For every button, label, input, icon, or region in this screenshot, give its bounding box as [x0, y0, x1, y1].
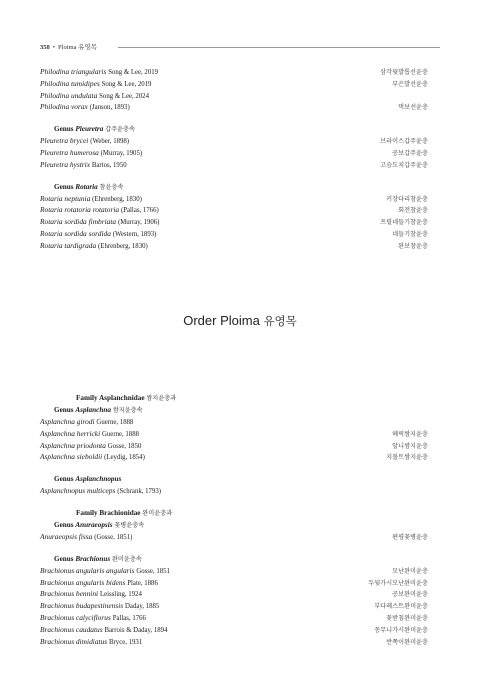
species-row — [40, 416, 428, 428]
korean-name: 지볼트쌈지윤충 — [386, 454, 428, 462]
species-row — [40, 485, 428, 497]
family-korean: 쌈지윤충과 — [146, 395, 177, 402]
species-row — [40, 451, 428, 463]
species-row — [40, 588, 428, 600]
korean-name: 먹보선윤충 — [398, 104, 428, 112]
family-name: Asplanchnidae — [98, 394, 145, 402]
family-prefix: Family — [76, 394, 98, 402]
species-name: Rotaria tardigrada — [40, 240, 97, 250]
species-row — [40, 147, 428, 159]
species-name: Pleuretra brycei — [40, 136, 89, 146]
species-entry — [40, 240, 148, 253]
species-row — [40, 600, 428, 612]
species-name: Asplanchna girodi — [40, 417, 95, 426]
species-author: Bryce, 1931 — [109, 638, 143, 646]
species-author: (Murray, 1906) — [117, 219, 160, 227]
genus-korean: 갑주윤충속 — [105, 126, 136, 134]
genus-heading — [40, 404, 428, 416]
genus-heading — [40, 123, 428, 135]
species-author: (Murray, 1905) — [100, 149, 143, 157]
genus-prefix: Genus — [54, 182, 74, 191]
species-row — [40, 636, 428, 648]
species-row — [40, 240, 428, 252]
species-row — [40, 565, 428, 577]
order-heading — [0, 313, 480, 329]
order-title: Order Ploima — [183, 313, 260, 328]
species-author: Leissling, 1924 — [99, 591, 142, 599]
species-row — [40, 90, 428, 102]
species-row — [40, 624, 428, 636]
genus-name: Asplanchnopus — [75, 475, 122, 484]
genus-name: Asplanchna — [75, 406, 111, 414]
species-author: Song & Lee, 2019 — [101, 80, 152, 88]
order-korean: 유영목 — [263, 314, 297, 328]
species-name: Asplanchnopus multiceps — [40, 486, 116, 496]
species-row — [40, 101, 428, 113]
species-author: Gosse, 1850 — [107, 442, 142, 450]
species-name: Pleuretra hystrix — [40, 159, 91, 169]
species-entry — [40, 485, 161, 498]
species-author: (Western, 1893) — [112, 230, 157, 238]
species-author: Plate, 1886 — [127, 579, 158, 587]
korean-name: 네들기참윤충 — [392, 230, 428, 238]
korean-name: 브라이스갑주윤충 — [380, 138, 428, 146]
genus-korean: 쌈지윤충속 — [112, 407, 143, 414]
species-author: Pallas, 1766 — [112, 614, 146, 622]
header-bullet: • — [52, 44, 56, 51]
genus-heading — [40, 473, 428, 485]
genus-korean: 참윤충속 — [99, 183, 124, 191]
species-author: Guerne, 1888 — [102, 430, 139, 438]
species-entry — [40, 636, 142, 649]
korean-name: 부은발선윤충 — [392, 80, 428, 88]
species-name: Philodina tumidipes — [40, 78, 100, 88]
korean-name: 편평꽃병윤충 — [392, 533, 428, 541]
header-rule — [118, 47, 440, 48]
species-row — [40, 612, 428, 624]
species-author: Guerne, 1888 — [96, 419, 134, 426]
species-row — [40, 204, 428, 216]
korean-name: 반쪽이완미윤충 — [386, 638, 428, 646]
species-entry — [40, 101, 130, 114]
species-name: Brachionus dimidiatus — [40, 636, 108, 646]
species-author: Daday, 1885 — [125, 603, 160, 611]
species-author: Song & Lee, 2019 — [108, 69, 159, 76]
spacer — [40, 497, 428, 507]
genus-name: Brachionus — [75, 554, 111, 563]
species-name: Philodina undulata — [40, 90, 98, 100]
korean-name: 부다페스트완미윤충 — [374, 603, 428, 611]
genus-heading — [40, 181, 428, 193]
species-name: Brachionus caudatus — [40, 624, 103, 634]
species-name: Asplanchna herricki — [40, 428, 101, 438]
species-name: Brachionus angularis bidens — [40, 577, 126, 587]
korean-name: 회전참윤충 — [398, 207, 428, 215]
species-author: Gosse, 1851 — [136, 567, 170, 575]
species-row — [40, 531, 428, 543]
species-author: (Schrank, 1793) — [117, 488, 161, 496]
running-title: Ploima 유영목 — [58, 44, 97, 51]
species-author: (Weber, 1898) — [90, 138, 130, 146]
species-name: Rotaria sordida fimbriata — [40, 217, 117, 227]
korean-name: 두뒷가시모난완미윤충 — [368, 579, 428, 587]
spacer — [40, 113, 428, 123]
species-row — [40, 440, 428, 452]
species-name: Pleuretra humerosa — [40, 147, 99, 157]
korean-name: 프릴네들기참윤충 — [380, 219, 428, 227]
species-entry — [40, 159, 127, 172]
species-row — [40, 193, 428, 205]
page-header — [40, 42, 440, 52]
species-author: Song & Lee, 2024 — [99, 92, 149, 100]
korean-name: 헤릭쌈지윤충 — [392, 430, 428, 438]
korean-name: 완보참윤충 — [398, 242, 428, 250]
genus-prefix: Genus — [54, 475, 74, 484]
genus-prefix: Genus — [54, 406, 74, 414]
species-author: (Ehrenberg, 1830) — [98, 242, 148, 250]
species-name: Anuraeopsis fissa — [40, 531, 93, 541]
korean-name: 공보완미윤충 — [392, 591, 428, 599]
species-author: (Janson, 1893) — [89, 104, 130, 112]
spacer — [40, 543, 428, 553]
genus-heading — [40, 553, 428, 565]
species-author: (Pallas, 1766) — [120, 207, 159, 215]
species-row — [40, 428, 428, 440]
species-name: Asplanchna sieboldii — [40, 452, 103, 462]
species-name: Brachionus angularis angularis — [40, 565, 135, 575]
spacer — [40, 463, 428, 473]
species-author: (Ehrenberg, 1830) — [92, 195, 142, 203]
genus-name: Rotaria — [75, 182, 98, 191]
korean-name: 꽁무니가시완미윤충 — [374, 626, 428, 634]
species-name: Philodina vorax — [40, 102, 88, 112]
species-name: Brachionus bennini — [40, 589, 99, 599]
species-name: Philodina triangularis — [40, 67, 107, 76]
species-row — [40, 228, 428, 240]
species-row — [40, 216, 428, 228]
korean-name: 고슴도치갑주윤충 — [380, 161, 428, 169]
genus-prefix: Genus — [54, 554, 74, 563]
family-heading — [40, 507, 428, 519]
species-author: (Leydig, 1854) — [104, 454, 145, 462]
spacer — [40, 171, 428, 181]
species-author: Bartos, 1950 — [91, 161, 127, 169]
species-author: Barrois & Daday, 1894 — [104, 626, 168, 634]
genus-name: Anuraeopsis — [75, 520, 113, 529]
genus-name: Pleuretra — [75, 125, 104, 134]
species-name: Brachionus budapestinensis — [40, 601, 124, 611]
species-list-bottom — [40, 392, 428, 647]
korean-name: 키장다리참윤충 — [386, 195, 428, 203]
genus-heading — [40, 519, 428, 531]
species-entry — [40, 451, 145, 464]
korean-name: 앞니쌈지윤충 — [392, 442, 428, 450]
species-list-top — [40, 66, 428, 252]
family-heading — [40, 392, 428, 404]
species-row — [40, 66, 428, 78]
species-name: Rotaria rotatoria rotatoria — [40, 205, 120, 215]
species-author: (Gosse, 1851) — [94, 533, 133, 541]
family-prefix: Family — [76, 508, 98, 517]
page-number: 358 — [40, 44, 50, 51]
species-row — [40, 577, 428, 589]
genus-korean: 완미윤충속 — [111, 555, 142, 563]
genus-prefix: Genus — [54, 520, 74, 529]
species-name: Asplanchna priodonta — [40, 440, 106, 450]
species-name: Rotaria sordida sordida — [40, 228, 111, 238]
korean-name: 모난완미윤충 — [392, 567, 428, 575]
genus-korean: 꽃병윤충속 — [114, 521, 145, 529]
species-entry — [40, 531, 132, 544]
species-name: Rotaria neptunia — [40, 193, 91, 203]
species-row — [40, 135, 428, 147]
genus-prefix: Genus — [54, 125, 74, 134]
korean-name: 삼각뒷발톱선윤충 — [380, 69, 428, 76]
family-name: Brachionidae — [99, 508, 141, 517]
korean-name: 공보갑주윤충 — [392, 149, 428, 157]
family-korean: 완미윤충과 — [142, 509, 173, 517]
species-row — [40, 159, 428, 171]
korean-name: 꽃받침완미윤충 — [386, 614, 428, 622]
species-name: Brachionus calyciflorus — [40, 612, 111, 622]
species-row — [40, 78, 428, 90]
